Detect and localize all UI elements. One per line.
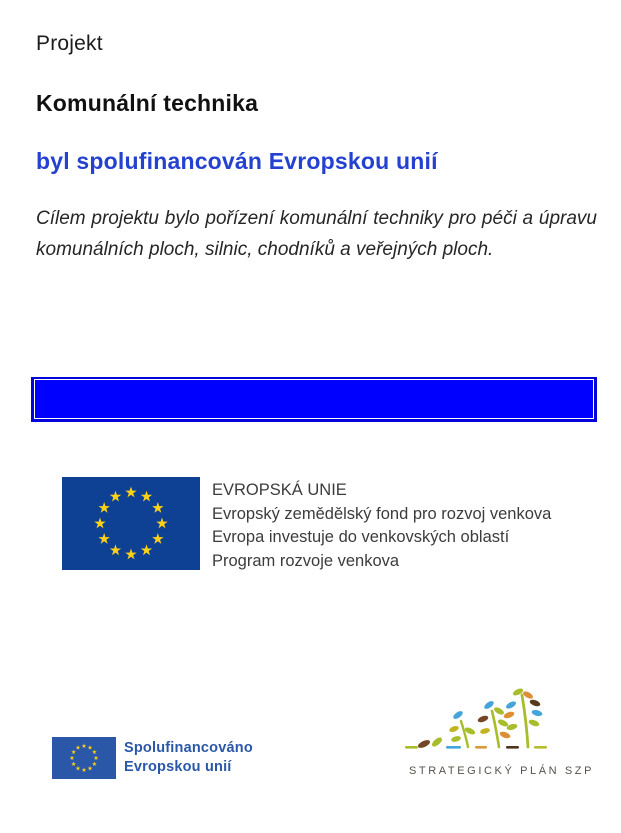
eu-logo-line-2: Evropský zemědělský fond pro rozvoj venkova <box>212 504 552 523</box>
blue-divider-bar-fill <box>34 379 594 419</box>
eu-logo-line-3: Evropa investuje do venkovských oblastí <box>212 528 510 546</box>
project-description: Cílem projektu bylo pořízení komunální techniky pro péči a úpravu komunálních ploch, silnic, chodníků a veřejných ploch. <box>36 208 597 260</box>
eu-logo-text <box>212 479 551 573</box>
blue-divider-bar <box>31 377 597 422</box>
cofunded-label-line-1: Spolufinancováno <box>124 740 253 756</box>
project-subtitle: byl spolufinancován Evropskou unií <box>36 148 438 174</box>
strategic-plan-plants-icon <box>404 687 552 755</box>
cofunded-label <box>124 739 253 776</box>
project-kicker: Projekt <box>36 32 103 55</box>
eu-logo-line-4: Program rozvoje venkova <box>212 551 400 570</box>
cofunded-label-line-2: Evropskou unií <box>124 758 232 775</box>
eu-logo-line-1: EVROPSKÁ UNIE <box>212 481 347 499</box>
eu-flag-icon <box>62 477 200 570</box>
strategic-plan-label: STRATEGICKÝ PLÁN SZP <box>409 765 595 777</box>
cofunded-eu-flag-icon <box>52 737 116 779</box>
project-title: Komunální technika <box>36 90 259 116</box>
